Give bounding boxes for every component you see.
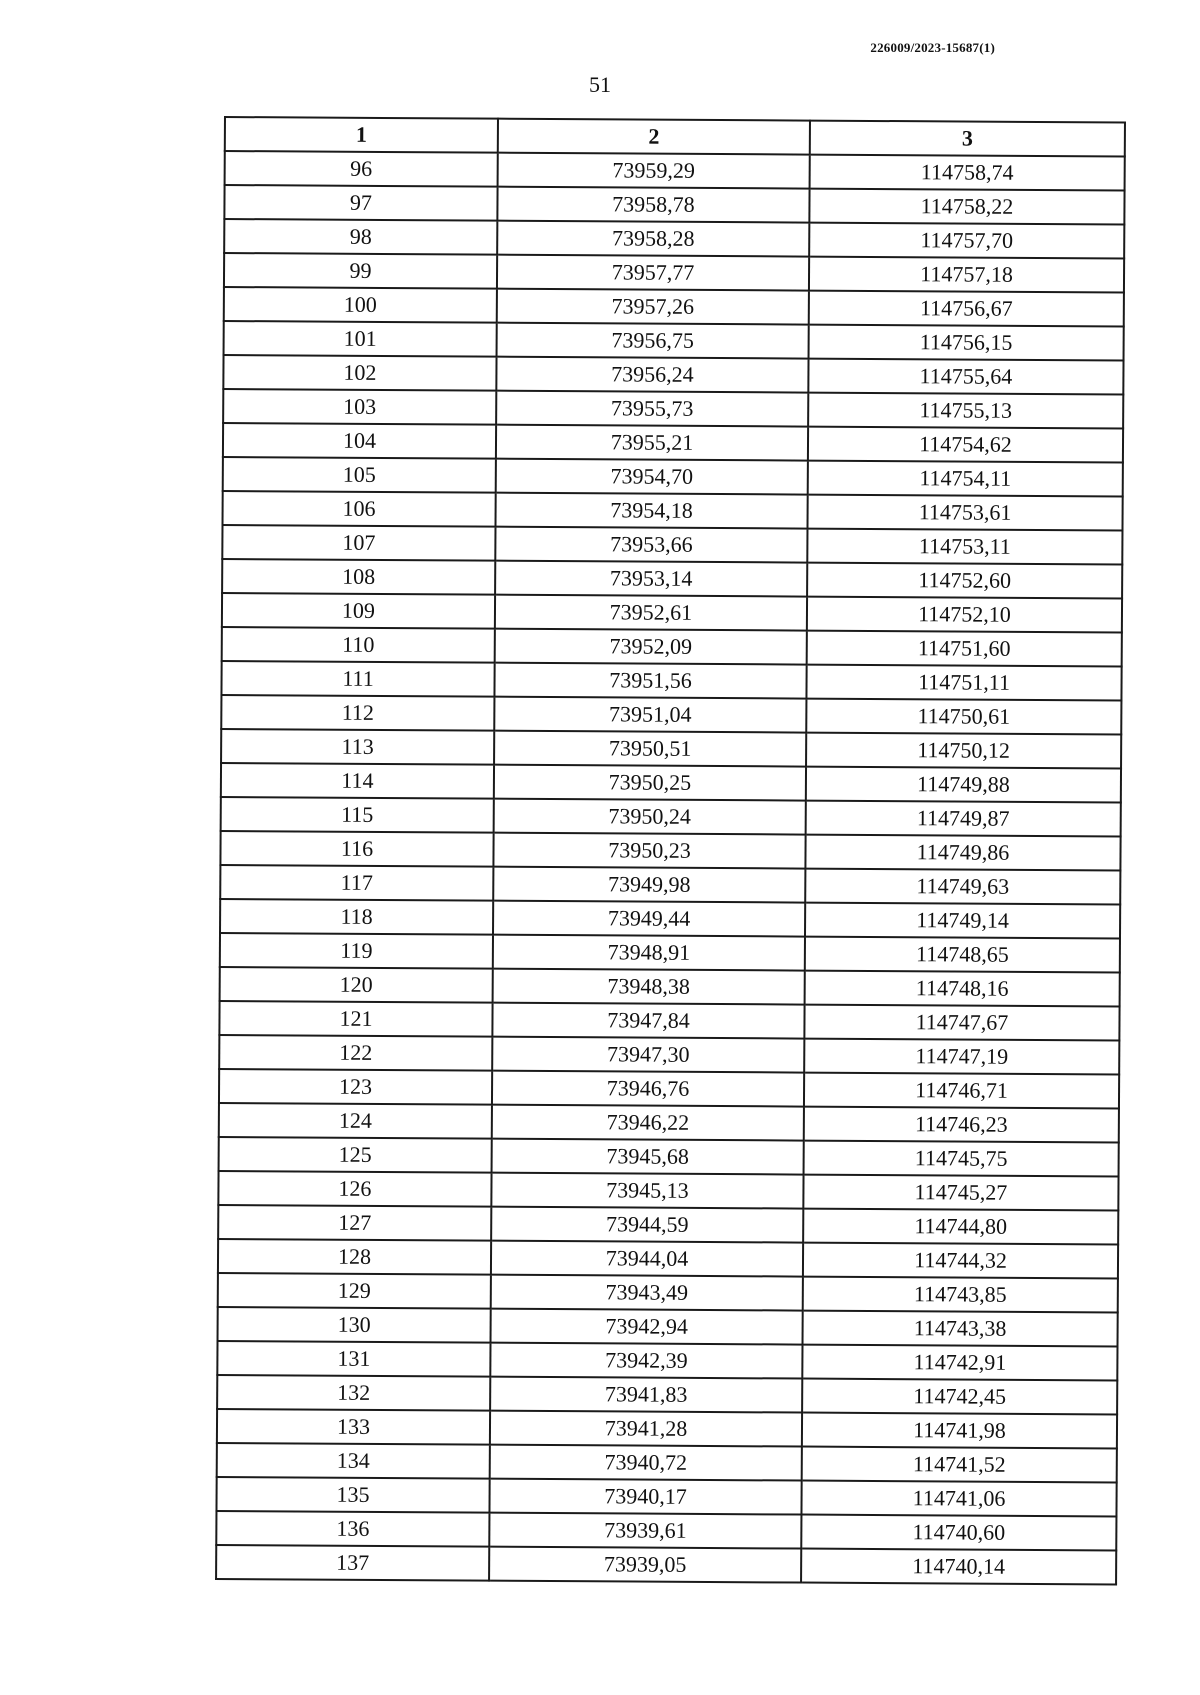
header-row [225,117,1125,156]
point-number-cell: 126 [218,1171,491,1207]
point-number-cell: 134 [217,1443,490,1479]
point-number-cell: 118 [220,899,493,935]
x-coordinate-cell: 73939,05 [489,1547,801,1583]
x-coordinate-cell: 73953,66 [495,527,807,563]
table-row [219,1137,1119,1176]
y-coordinate-cell: 114753,61 [807,495,1122,531]
x-coordinate-cell: 73943,49 [491,1275,803,1311]
x-coordinate-cell: 73946,76 [492,1071,804,1107]
point-number-cell: 131 [217,1341,490,1377]
y-coordinate-cell: 114744,80 [803,1209,1118,1245]
y-coordinate-cell: 114741,52 [802,1447,1117,1483]
table-row [224,253,1124,292]
y-coordinate-cell: 114742,91 [802,1345,1117,1381]
x-coordinate-cell: 73950,23 [493,833,805,869]
point-number-cell: 111 [221,661,494,697]
table-row [218,1171,1118,1210]
table-row [222,593,1122,632]
x-coordinate-cell: 73955,73 [496,391,808,427]
x-coordinate-cell: 73956,24 [496,357,808,393]
point-number-cell: 109 [222,593,495,629]
x-coordinate-cell: 73949,98 [493,867,805,903]
x-coordinate-cell: 73952,61 [495,595,807,631]
x-coordinate-cell: 73953,14 [495,561,807,597]
column-header-3: 3 [810,121,1125,157]
point-number-cell: 108 [222,559,495,595]
table-container [215,116,1124,1585]
point-number-cell: 119 [220,933,493,969]
table-row [221,797,1121,836]
y-coordinate-cell: 114747,67 [804,1005,1119,1041]
table-row [220,933,1120,972]
document-reference: 226009/2023-15687(1) [870,40,995,55]
x-coordinate-cell: 73954,18 [495,493,807,529]
point-number-cell: 106 [223,491,496,527]
x-coordinate-cell: 73957,77 [497,255,809,291]
y-coordinate-cell: 114746,71 [804,1073,1119,1109]
point-number-cell: 101 [224,321,497,357]
point-number-cell: 133 [217,1409,490,1445]
table-row [217,1341,1117,1380]
x-coordinate-cell: 73942,94 [491,1309,803,1345]
point-number-cell: 137 [216,1545,489,1581]
y-coordinate-cell: 114752,10 [807,597,1122,633]
y-coordinate-cell: 114752,60 [807,563,1122,599]
x-coordinate-cell: 73948,38 [493,969,805,1005]
x-coordinate-cell: 73958,28 [497,221,809,257]
y-coordinate-cell: 114756,67 [809,291,1124,327]
point-number-cell: 104 [223,423,496,459]
table-row [219,1103,1119,1142]
point-number-cell: 135 [216,1477,489,1513]
table-row [217,1443,1117,1482]
table-row [216,1477,1116,1516]
y-coordinate-cell: 114741,06 [801,1481,1116,1517]
point-number-cell: 120 [220,967,493,1003]
y-coordinate-cell: 114748,16 [805,971,1120,1007]
point-number-cell: 129 [218,1273,491,1309]
point-number-cell: 113 [221,729,494,765]
x-coordinate-cell: 73958,78 [497,187,809,223]
table-row [220,831,1120,870]
x-coordinate-cell: 73944,04 [491,1241,803,1277]
y-coordinate-cell: 114755,64 [808,359,1123,395]
x-coordinate-cell: 73940,17 [489,1479,801,1515]
point-number-cell: 125 [219,1137,492,1173]
table-row [217,1409,1117,1448]
table-row [221,661,1121,700]
y-coordinate-cell: 114743,38 [803,1311,1118,1347]
table-row [224,321,1124,360]
table-row [218,1239,1118,1278]
table-row [220,865,1120,904]
y-coordinate-cell: 114742,45 [802,1379,1117,1415]
y-coordinate-cell: 114756,15 [809,325,1124,361]
y-coordinate-cell: 114754,62 [808,427,1123,463]
table-row [219,1069,1119,1108]
y-coordinate-cell: 114751,11 [806,665,1121,701]
y-coordinate-cell: 114747,19 [804,1039,1119,1075]
x-coordinate-cell: 73940,72 [490,1445,802,1481]
x-coordinate-cell: 73949,44 [493,901,805,937]
table-row [219,1001,1119,1040]
table-row [219,1035,1119,1074]
point-number-cell: 130 [218,1307,491,1343]
x-coordinate-cell: 73941,28 [490,1411,802,1447]
y-coordinate-cell: 114750,12 [806,733,1121,769]
table-row [223,491,1123,530]
table-row [222,559,1122,598]
page-number: 51 [589,72,611,97]
point-number-cell: 103 [223,389,496,425]
y-coordinate-cell: 114740,14 [801,1549,1116,1585]
table-row [223,389,1123,428]
x-coordinate-cell: 73951,56 [494,663,806,699]
y-coordinate-cell: 114745,75 [804,1141,1119,1177]
y-coordinate-cell: 114749,87 [806,801,1121,837]
point-number-cell: 96 [225,151,498,187]
y-coordinate-cell: 114749,14 [805,903,1120,939]
table-row [225,151,1125,190]
point-number-cell: 136 [216,1511,489,1547]
table-body [216,151,1125,1584]
x-coordinate-cell: 73939,61 [489,1513,801,1549]
table-row [221,695,1121,734]
point-number-cell: 124 [219,1103,492,1139]
point-number-cell: 107 [222,525,495,561]
point-number-cell: 127 [218,1205,491,1241]
point-number-cell: 105 [223,457,496,493]
y-coordinate-cell: 114754,11 [808,461,1123,497]
point-number-cell: 132 [217,1375,490,1411]
table-row [223,457,1123,496]
y-coordinate-cell: 114750,61 [806,699,1121,735]
point-number-cell: 116 [220,831,493,867]
point-number-cell: 97 [224,185,497,221]
table-row [216,1511,1116,1550]
point-number-cell: 110 [222,627,495,663]
y-coordinate-cell: 114743,85 [803,1277,1118,1313]
y-coordinate-cell: 114746,23 [804,1107,1119,1143]
y-coordinate-cell: 114757,70 [809,223,1124,259]
point-number-cell: 99 [224,253,497,289]
x-coordinate-cell: 73948,91 [493,935,805,971]
x-coordinate-cell: 73942,39 [490,1343,802,1379]
point-number-cell: 117 [220,865,493,901]
y-coordinate-cell: 114745,27 [803,1175,1118,1211]
y-coordinate-cell: 114755,13 [808,393,1123,429]
table-row [224,185,1124,224]
x-coordinate-cell: 73944,59 [491,1207,803,1243]
y-coordinate-cell: 114753,11 [807,529,1122,565]
table-row [223,355,1123,394]
point-number-cell: 114 [221,763,494,799]
y-coordinate-cell: 114741,98 [802,1413,1117,1449]
y-coordinate-cell: 114757,18 [809,257,1124,293]
point-number-cell: 102 [223,355,496,391]
y-coordinate-cell: 114758,74 [810,155,1125,191]
y-coordinate-cell: 114744,32 [803,1243,1118,1279]
coordinates-table [215,116,1126,1585]
point-number-cell: 115 [221,797,494,833]
point-number-cell: 100 [224,287,497,323]
table-row [218,1307,1118,1346]
x-coordinate-cell: 73941,83 [490,1377,802,1413]
table-row [218,1273,1118,1312]
x-coordinate-cell: 73957,26 [497,289,809,325]
y-coordinate-cell: 114749,86 [805,835,1120,871]
table-row [222,627,1122,666]
table-row [220,899,1120,938]
x-coordinate-cell: 73954,70 [496,459,808,495]
point-number-cell: 121 [219,1001,492,1037]
table-row [224,219,1124,258]
x-coordinate-cell: 73952,09 [495,629,807,665]
column-header-2: 2 [498,119,810,155]
y-coordinate-cell: 114749,88 [806,767,1121,803]
table-row [218,1205,1118,1244]
x-coordinate-cell: 73956,75 [497,323,809,359]
x-coordinate-cell: 73950,24 [494,799,806,835]
point-number-cell: 122 [219,1035,492,1071]
point-number-cell: 123 [219,1069,492,1105]
table-header [225,117,1125,156]
table-row [217,1375,1117,1414]
table-row [216,1545,1116,1584]
table-row [220,967,1120,1006]
x-coordinate-cell: 73950,51 [494,731,806,767]
y-coordinate-cell: 114749,63 [805,869,1120,905]
point-number-cell: 98 [224,219,497,255]
x-coordinate-cell: 73955,21 [496,425,808,461]
table-row [224,287,1124,326]
y-coordinate-cell: 114758,22 [809,189,1124,225]
x-coordinate-cell: 73946,22 [492,1105,804,1141]
table-row [221,729,1121,768]
y-coordinate-cell: 114740,60 [801,1515,1116,1551]
table-row [221,763,1121,802]
point-number-cell: 112 [221,695,494,731]
y-coordinate-cell: 114748,65 [805,937,1120,973]
table-row [223,423,1123,462]
x-coordinate-cell: 73950,25 [494,765,806,801]
table-row [222,525,1122,564]
x-coordinate-cell: 73945,68 [492,1139,804,1175]
x-coordinate-cell: 73947,84 [492,1003,804,1039]
x-coordinate-cell: 73945,13 [491,1173,803,1209]
y-coordinate-cell: 114751,60 [807,631,1122,667]
x-coordinate-cell: 73959,29 [498,153,810,189]
x-coordinate-cell: 73947,30 [492,1037,804,1073]
point-number-cell: 128 [218,1239,491,1275]
column-header-1: 1 [225,117,498,153]
x-coordinate-cell: 73951,04 [494,697,806,733]
